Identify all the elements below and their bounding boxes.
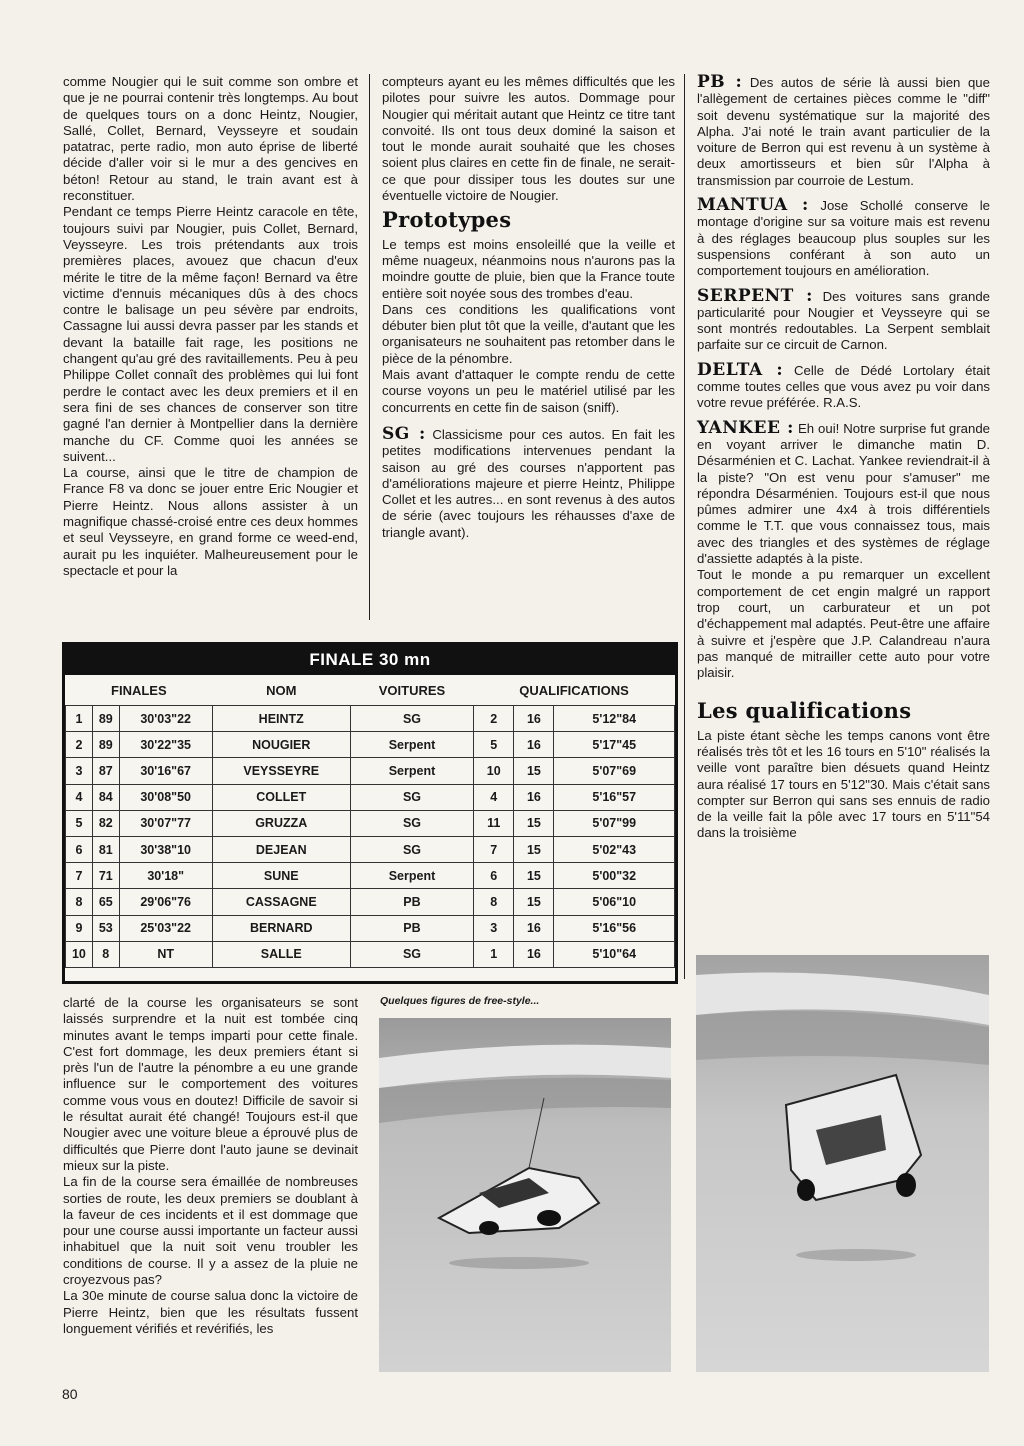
table-cell: SG [350, 941, 473, 967]
table-cell: 5'07"69 [554, 758, 675, 784]
results-table [62, 642, 678, 984]
table-cell: 8 [66, 889, 93, 915]
paragraph: comme Nougier qui le suit comme son ombre et que je ne pourrai contenir très longtemps. Au bout de quelques tours on a donc Heintz, Nougier, Sallé, Collet, Bernard, Veysseyre et soudain patatrac, perte radio, mon auto éprise de liberté décide d'aller voir si le mur a des gencives en béton! Retour au stand, le train avant est à reconstituer. [63, 74, 358, 204]
paragraph: La fin de la course sera émaillée de nombreuses sorties de route, les deux premiers se doublant à la faveur de ces incidents et il est dommage que pour une course aussi importante un facteur aussi inhabituel que la nuit soit venu troubler les conditions de course. Il y a assez de la pluie ne croyezvous pas? [63, 1174, 358, 1288]
lead-sg: SG : [382, 423, 426, 444]
paragraph: Pendant ce temps Pierre Heintz caracole en tête, toujours suivi par Nougier, puis Collet, Bernard, Veysseyre. Les trois prétendants aux trois premières places, avouez que chacun d'eux mérite le titre de la même façon! Bernard va être victime d'ennuis mécaniques dûs à des chocs contre le balisage un peu sévère par endroits, Cassagne lui aussi devra passer par les stands et devant la bataille fait rage, les positions ne changent qu'au gré des ravitaillements. Peu à peu Philippe Collet connaît des problèmes qui lui font perdre le contact avec les deux premiers et il en sera fini de ses chances de conserver son titre gagné l'an dernier à Montpellier dans la dernière manche du CF. Comme quoi les années se suivent... [63, 204, 358, 464]
table-cell: SALLE [212, 941, 350, 967]
race-car-photo-icon [696, 955, 989, 1372]
section-heading-prototypes: Prototypes [382, 207, 512, 233]
table-title: FINALE 30 mn [65, 645, 675, 675]
paragraph: Mais avant d'attaquer le compte rendu de cette course voyons un peu le matériel utilisé par les concurrents en cette fin de saison (sniff). [382, 367, 675, 415]
table-cell: 8 [474, 889, 514, 915]
paragraph-serpent: SERPENT : Des voitures sans grande particularité pour Nougier et Veysseyre qui se sont montrés redoutables. La Serpent semblait parfaite sur ce circuit de Carnon. [697, 285, 990, 353]
table-cell: 5 [474, 732, 514, 758]
table-cell: 9 [66, 915, 93, 941]
table-cell: 82 [92, 810, 119, 836]
table-cell: 16 [514, 784, 554, 810]
table-cell: 87 [92, 758, 119, 784]
table-cell: 30'08"50 [119, 784, 212, 810]
paragraph: La course, ainsi que le titre de champion de France F8 va donc se jouer entre Eric Nougier et Pierre Heintz. Nous allons assister à un magnifique chassé-croisé entre ces deux hommes et seul Veysseyre, en grand forme ce weed-end, aurait pu les inquiéter. Malheureusement pour le spectacle et pour la [63, 465, 358, 578]
table-cell: 65 [92, 889, 119, 915]
table-cell: 7 [474, 836, 514, 862]
table-cell: 5'17"45 [554, 732, 675, 758]
table-cell: 7 [66, 863, 93, 889]
paragraph: clarté de la course les organisateurs se sont laissés surprendre et la nuit est tombée cinq minutes avant le temps imparti pour cette finale. C'est fort dommage, les deux premiers étant si près l'un de l'autre la pénombre a eu une grande influence sur le comportement des voitures comme vous vous en doutez! Difficile de savoir si le résultat aurait été changé! Toujours est-il que Nougier avec une voiture bleue a éprouvé plus de difficultés que Pierre dont l'auto jaune se devinait mieux sur la piste. [63, 995, 358, 1173]
page-number: 80 [62, 1386, 78, 1402]
table-row [66, 810, 675, 836]
table-header-row [66, 675, 675, 706]
table-cell: 53 [92, 915, 119, 941]
results-grid [65, 675, 675, 968]
paragraph-delta: DELTA : Celle de Dédé Lortolary était comme toutes celles que vous avez pu voir dans votre revue préférée. R.A.S. [697, 359, 990, 411]
table-cell: 5'16"57 [554, 784, 675, 810]
table-cell: 29'06"76 [119, 889, 212, 915]
table-row [66, 706, 675, 732]
table-cell: 5'16"56 [554, 915, 675, 941]
table-cell: Serpent [350, 732, 473, 758]
table-cell: 30'03"22 [119, 706, 212, 732]
table-row [66, 836, 675, 862]
paragraph: La 30e minute de course salua donc la victoire de Pierre Heintz, bien que les résultats fussent longuement vérifiés et revérifiés, les [63, 1288, 358, 1336]
table-cell: 89 [92, 732, 119, 758]
column-1-bottom [63, 995, 358, 1337]
table-cell: 5'00"32 [554, 863, 675, 889]
table-cell: 6 [66, 836, 93, 862]
table-row [66, 889, 675, 915]
table-cell: 5'02"43 [554, 836, 675, 862]
table-cell: 89 [92, 706, 119, 732]
header-nom: NOM [266, 682, 297, 698]
table-cell: 5'10"64 [554, 941, 675, 967]
table-cell: 3 [474, 915, 514, 941]
table-cell: 16 [514, 732, 554, 758]
column-divider [369, 74, 370, 620]
paragraph: Le temps est moins ensoleillé que la veille et même nuageux, néanmoins nous n'aurons pas la moindre goutte de pluie, bien que la France toute entière soit noyée sous des trombes d'eau. [382, 236, 675, 301]
table-cell: 11 [474, 810, 514, 836]
table-cell: 3 [66, 758, 93, 784]
table-cell: 16 [514, 915, 554, 941]
table-row [66, 915, 675, 941]
paragraph: compteurs ayant eu les mêmes difficultés que les pilotes pour suivre les autos. Dommage pour Nougier qui méritait autant que Heintz ce titre tant convoité. Ils ont tous deux dominé la saison et tout le monde aurait souhaité que les choses soient plus claires en cette fin de finale, ne serait-ce que pour dissiper tous les doutes sur une éventuelle victoire de Nougier. [382, 74, 675, 204]
table-cell: 16 [514, 706, 554, 732]
column-3 [697, 74, 990, 842]
table-cell: SG [350, 706, 473, 732]
table-cell: 71 [92, 863, 119, 889]
table-cell: PB [350, 889, 473, 915]
table-cell: NOUGIER [212, 732, 350, 758]
table-cell: NT [119, 941, 212, 967]
column-divider [684, 74, 685, 979]
table-cell: BERNARD [212, 915, 350, 941]
table-cell: Serpent [350, 758, 473, 784]
photo-caption: Quelques figures de free-style... [380, 995, 540, 1007]
table-cell: 10 [66, 941, 93, 967]
table-cell: SUNE [212, 863, 350, 889]
table-row [66, 758, 675, 784]
table-cell: 81 [92, 836, 119, 862]
table-cell: 16 [514, 941, 554, 967]
table-cell: 5 [66, 810, 93, 836]
table-cell: 15 [514, 758, 554, 784]
paragraph: Tout le monde a pu remarquer un excellent comportement de cet engin malgré un rapport trop court, un carburateur et un pot d'échappement mal adaptés. Peut-être une affaire à suivre et j'espère que J.P. Calandreau n'aura pas manqué de mitrailler cette auto pour votre plaisir. [697, 567, 990, 681]
table-cell: GRUZZA [212, 810, 350, 836]
table-cell: 15 [514, 836, 554, 862]
table-cell: 84 [92, 784, 119, 810]
photo-race-car-crash [696, 955, 989, 1372]
table-cell: 5'06"10 [554, 889, 675, 915]
table-cell: 2 [474, 706, 514, 732]
table-cell: PB [350, 915, 473, 941]
paragraph-yankee: YANKEE : Eh oui! Notre surprise fut grande en voyant arriver le dimanche matin D. Désarménien et C. Lachat. Yankee reviendrait-il à la piste? "On est venu pour s'amuser" me répondra Désarménien. Toujours est-il que nous pûmes admirer une 4x4 à trois différentiels comme le T.T. que vous connaissez tous, mais avec des triangles et des systèmes de réglage d'assiette adaptés à la piste. [697, 417, 990, 567]
table-row [66, 732, 675, 758]
table-row [66, 784, 675, 810]
column-1-top [63, 74, 358, 579]
table-cell: VEYSSEYRE [212, 758, 350, 784]
table-cell: 30'18" [119, 863, 212, 889]
header-voitures: VOITURES [378, 682, 446, 698]
header-qualifications: QUALIFICATIONS [519, 682, 629, 698]
table-cell: 25'03"22 [119, 915, 212, 941]
table-cell: 5'12"84 [554, 706, 675, 732]
table-cell: 4 [474, 784, 514, 810]
photo-race-car-jump [379, 1018, 671, 1372]
table-cell: 15 [514, 863, 554, 889]
table-cell: 15 [514, 889, 554, 915]
table-cell: HEINTZ [212, 706, 350, 732]
paragraph: La piste étant sèche les temps canons vont être réalisés très tôt et les 16 tours en 5'10" réalisés la veille vont paraître bien désuets quand Heintz aura réalisé 17 tours en 5'12"30. Mais c'était sans compter sur Berron qui sans ses ennuis de radio de la veille fait la pôle avec 17 tours en 5'11"54 dans la troisième [697, 727, 990, 841]
paragraph-pb: PB : Des autos de série là aussi bien que l'allègement de certaines pièces comme le "diff" soit devenu systématique sur la majorité des Alpha. J'ai noté le train avant particulier de la voiture de Berron qui est revenu à un système à deux amortisseurs et bien sûr l'Alpha à transmission par courroie de Lestum. [697, 72, 990, 188]
table-cell: 30'38"10 [119, 836, 212, 862]
table-cell: 10 [474, 758, 514, 784]
table-cell: 8 [92, 941, 119, 967]
table-cell: Serpent [350, 863, 473, 889]
table-cell: SG [350, 810, 473, 836]
paragraph-sg: SG : Classicisme pour ces autos. En fait les petites modifications intervenues pendant la saison au gré des courses n'apportent pas d'améliorations majeure et pierre Heintz, Philippe Collet et les autres... en sont revenus à des autos de série (avec toujours les réhausses d'axe de triangle avant). [382, 423, 675, 540]
table-cell: CASSAGNE [212, 889, 350, 915]
table-cell: 30'16"67 [119, 758, 212, 784]
section-heading-qualifications: Les qualifications [697, 698, 912, 724]
column-2-top [382, 74, 675, 541]
table-cell: 30'07"77 [119, 810, 212, 836]
race-car-photo-icon [379, 1018, 671, 1372]
paragraph: Dans ces conditions les qualifications vont débuter bien plut tôt que la veille, d'autant que les organisateurs ne souhaitent pas retomber dans le pièce de la pénombre. [382, 301, 675, 366]
table-cell: SG [350, 784, 473, 810]
table-cell: 1 [474, 941, 514, 967]
table-row [66, 863, 675, 889]
table-cell: 2 [66, 732, 93, 758]
table-cell: 30'22"35 [119, 732, 212, 758]
table-cell: 6 [474, 863, 514, 889]
table-cell: DEJEAN [212, 836, 350, 862]
table-cell: SG [350, 836, 473, 862]
table-cell: 1 [66, 706, 93, 732]
header-finales: FINALES [111, 682, 167, 698]
table-cell: COLLET [212, 784, 350, 810]
table-cell: 5'07"99 [554, 810, 675, 836]
table-cell: 4 [66, 784, 93, 810]
table-cell: 15 [514, 810, 554, 836]
paragraph-mantua: MANTUA : Jose Schollé conserve le montage d'origine sur sa voiture mais est revenu à des réglages beaucoup plus souples sur les suspensions conférant à son auto un comportement toujours en amélioration. [697, 195, 990, 279]
table-row [66, 941, 675, 967]
